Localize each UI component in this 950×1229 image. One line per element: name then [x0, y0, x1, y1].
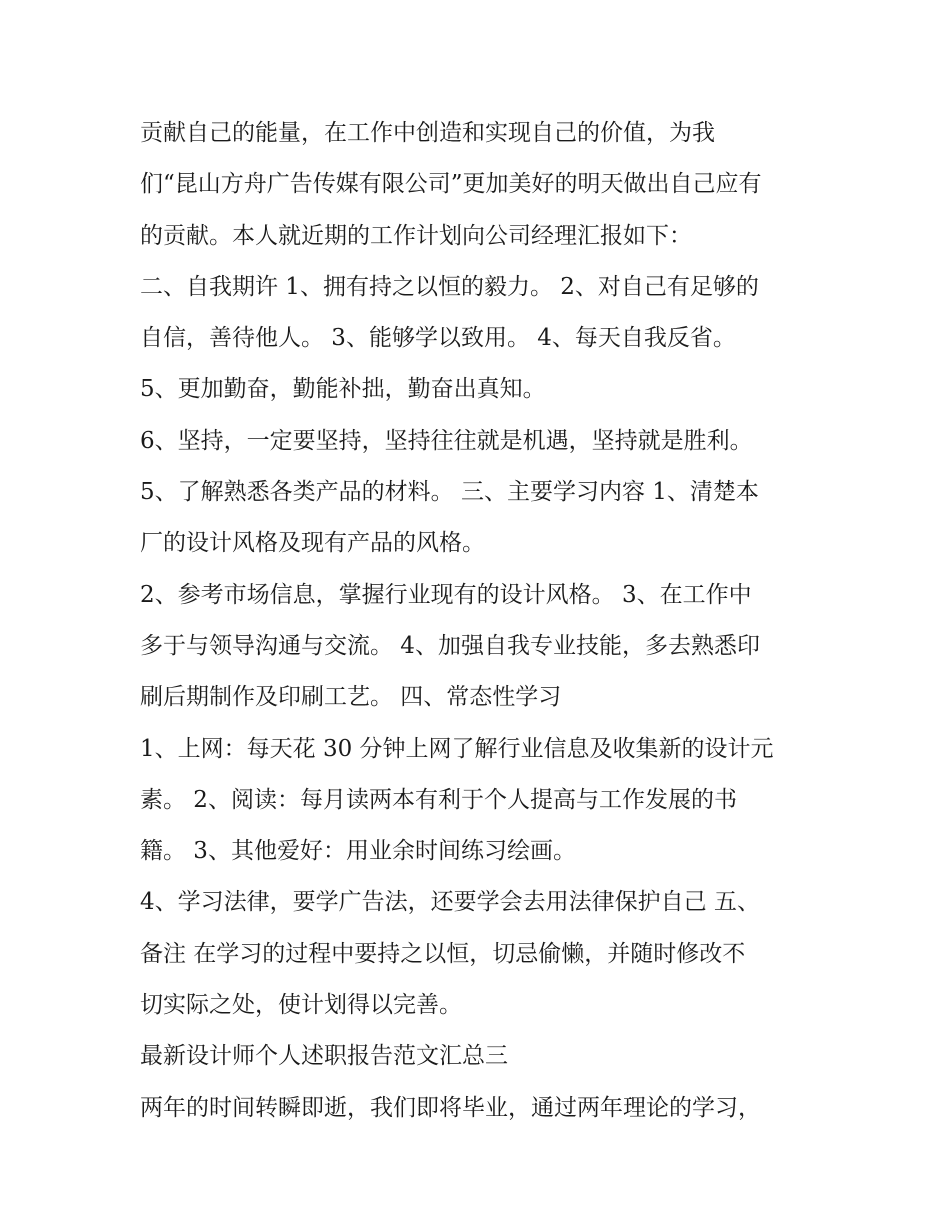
text-line: 两年的时间转瞬即逝，我们即将毕业，通过两年理论的学习，	[140, 1094, 761, 1121]
text-line: 多于与领导沟通与交流。 4、加强自我专业技能，多去熟悉印	[140, 632, 760, 659]
text-line: 2、参考市场信息，掌握行业现有的设计风格。 3、在工作中	[140, 581, 752, 608]
text-line: 6、坚持，一定要坚持，坚持往往就是机遇，坚持就是胜利。	[140, 427, 753, 454]
text-line: 5、更加勤奋，勤能补拙，勤奋出真知。	[140, 376, 546, 403]
text-line: 二、自我期许 1、拥有持之以恒的毅力。 2、对自己有足够的	[140, 273, 759, 300]
text-line: 5、了解熟悉各类产品的材料。 三、主要学习内容 1、清楚本	[140, 479, 759, 506]
text-line: 的贡献。本人就近期的工作计划向公司经理汇报如下：	[140, 222, 692, 249]
document-body	[140, 108, 820, 1134]
text-line: 自信，善待他人。 3、能够学以致用。 4、每天自我反省。	[140, 325, 736, 352]
text-line: 刷后期制作及印刷工艺。 四、常态性学习	[140, 684, 562, 711]
text-line: 厂的设计风格及现有产品的风格。	[140, 530, 485, 557]
text-line: 素。 2、阅读：每月读两本有利于个人提高与工作发展的书	[140, 786, 737, 813]
text-line: 4、学习法律，要学广告法，还要学会去用法律保护自己 五、	[140, 889, 760, 916]
text-line: 1、上网：每天花 30 分钟上网了解行业信息及收集新的设计元	[140, 735, 774, 762]
text-line: 切实际之处，使计划得以完善。	[140, 992, 462, 1019]
text-line: 备注 在学习的过程中要持之以恒，切忌偷懒，并随时修改不	[140, 940, 746, 967]
text-line: 贡献自己的能量，在工作中创造和实现自己的价值，为我	[140, 120, 715, 146]
section-heading: 最新设计师个人述职报告范文汇总三	[140, 1043, 508, 1070]
text-line: 们“昆山方舟广告传媒有限公司”更加美好的明天做出自己应有	[140, 171, 762, 198]
text-line: 籍。 3、其他爱好：用业余时间练习绘画。	[140, 838, 576, 865]
